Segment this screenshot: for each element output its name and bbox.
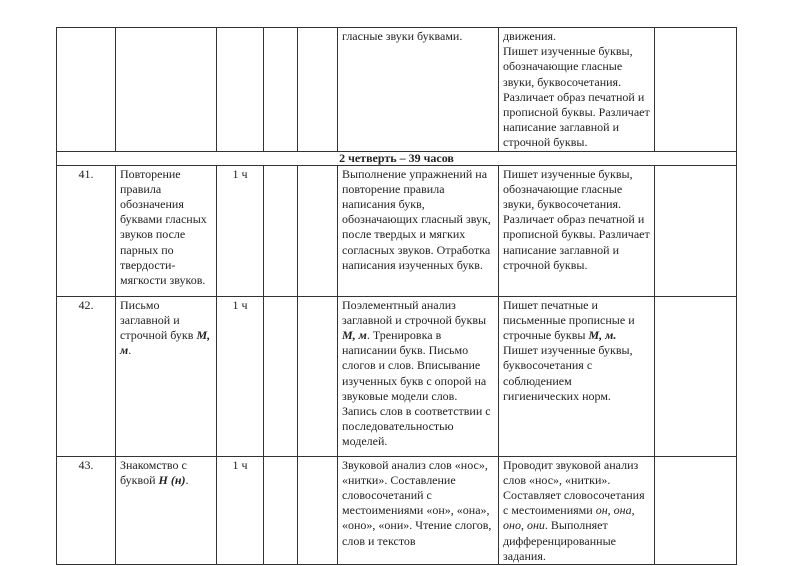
notes-cell [655, 165, 737, 296]
activities-text: Пишет изученные буквы, обозначающие гласные звуки, буквосочетания. Различает образ печатной и прописной буквы. Различает написание заглавной и строчной буквы. [503, 44, 650, 150]
separator-text: , [631, 503, 635, 518]
lesson-content [338, 296, 499, 456]
section-header-row [57, 151, 737, 165]
empty-cell [298, 456, 338, 564]
empty-cell [298, 296, 338, 456]
lesson-topic [116, 456, 217, 564]
pronoun-text: они [526, 518, 545, 533]
table-row [57, 28, 737, 152]
activities-text: Пишет печатные и письменные прописные и строчные буквы [503, 297, 635, 343]
topic-text: Знакомство с буквой [120, 457, 187, 487]
section-title: 2 четверть – 39 часов [57, 151, 737, 165]
activities-text: Пишет изученные буквы, буквосочетания с соблюдением гигиенических норм. [503, 343, 633, 403]
separator-text: , [520, 518, 527, 533]
empty-cell [264, 296, 298, 456]
lesson-hours: 1 ч [217, 296, 264, 456]
notes-cell [655, 456, 737, 564]
lesson-activities: Пишет изученные буквы, обозначающие гласные звуки, буквосочетания. Различает образ печатной и прописной буквы. Различает написание заглавной и строчной буквы. [499, 165, 655, 296]
empty-cell [264, 456, 298, 564]
content-cell [338, 28, 499, 152]
topic-text: . [185, 472, 189, 487]
content-text: Поэлементный анализ заглавной и строчной буквы [342, 297, 487, 327]
pronoun-text: он [595, 503, 608, 518]
activities-text: Проводит звуковой анализ слов «нос», «нитки». Составляет словосочетания с местоимениями [503, 457, 645, 518]
lesson-number: 43. [57, 456, 116, 564]
table-row [57, 296, 737, 456]
topic-text: Письмо заглавной и строчной букв [120, 297, 197, 343]
table-row [57, 165, 737, 296]
lesson-number: 42. [57, 296, 116, 456]
notes-cell [655, 296, 737, 456]
empty-cell [264, 165, 298, 296]
lesson-topic [116, 296, 217, 456]
table-row [57, 456, 737, 564]
separator-text: , [607, 503, 614, 518]
activities-text: движения. [503, 29, 557, 43]
topic-cell [116, 28, 217, 152]
topic-text: . [128, 343, 132, 358]
lesson-content: Выполнение упражнений на повторение правила написания букв, обозначающих гласный звук, после твердых и мягких согласных звуков. Отработка написания изученных букв. [338, 165, 499, 296]
content-text: гласные звуки буквами. [342, 29, 463, 43]
lesson-activities [499, 456, 655, 564]
notes-cell [655, 28, 737, 152]
empty-cell [298, 28, 338, 152]
lesson-activities [499, 296, 655, 456]
empty-cell [264, 28, 298, 152]
letter-text: М, м [120, 328, 211, 358]
lesson-topic: Повторение правила обозначения буквами гласных звуков после парных по твердости-мягкости звуков. [116, 165, 217, 296]
content-text: . Тренировка в написании букв. Письмо слогов и слов. Вписывание изученных букв с опорой на звуковые модели слов. Запись слов в соответствии с последовательностью моделей. [342, 328, 491, 449]
letter-text: Н (н) [158, 472, 186, 487]
empty-cell [298, 165, 338, 296]
lesson-number: 41. [57, 165, 116, 296]
lesson-plan-table [56, 27, 737, 565]
letter-text: М, м [342, 328, 367, 343]
pronoun-text: она [613, 503, 632, 518]
lesson-content: Звуковой анализ слов «нос», «нитки». Составление словосочетаний с местоимениями «он», «она», «оно», «они». Чтение слогов, слов и текстов [338, 456, 499, 564]
hours-cell [217, 28, 264, 152]
lesson-hours: 1 ч [217, 456, 264, 564]
pronoun-text: оно [503, 518, 521, 533]
lesson-hours: 1 ч [217, 165, 264, 296]
activities-text: . Выполняет дифференцированные задания. [503, 518, 616, 563]
num-cell [57, 28, 116, 152]
letter-text: М, м. [588, 328, 617, 343]
activities-cell [499, 28, 655, 152]
